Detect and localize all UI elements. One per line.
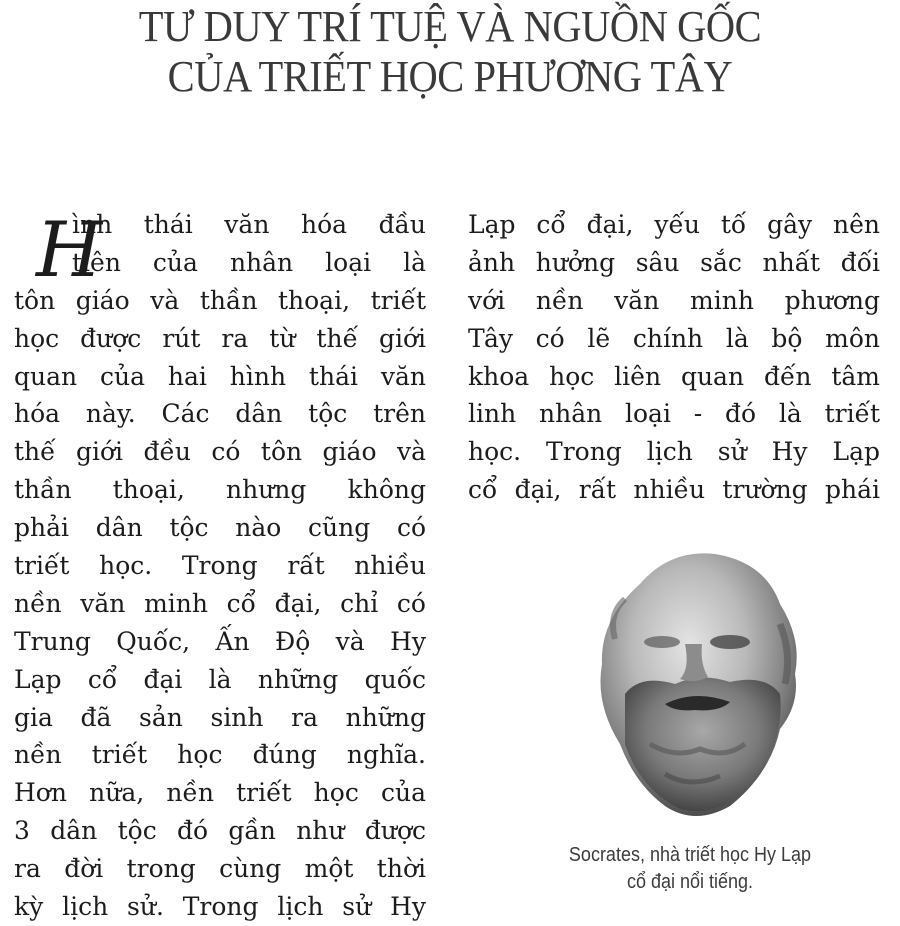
drop-cap: H <box>36 205 103 294</box>
paragraph-line: với nền văn minh phương <box>468 285 880 315</box>
paragraph-line: học được rút ra từ thế giới <box>14 323 426 353</box>
bust-illustration <box>580 544 820 824</box>
paragraph-line: phải dân tộc nào cũng có <box>14 513 426 543</box>
paragraph-line: Tây có lẽ chính là bộ môn <box>468 323 880 353</box>
paragraph-line: tôn giáo và thần thoại, triết <box>14 285 426 315</box>
socrates-bust-image <box>580 544 820 824</box>
paragraph-line: ình thái văn hóa đầu <box>72 210 426 239</box>
paragraph-line: cổ đại, rất nhiều trường phái <box>468 475 880 505</box>
paragraph-line: khoa học liên quan đến tâm <box>468 361 880 391</box>
paragraph-line: tiên của nhân loại là <box>72 247 426 277</box>
paragraph-line: Hơn nữa, nền triết học của <box>14 778 426 808</box>
paragraph-line: nền văn minh cổ đại, chỉ có <box>14 588 426 618</box>
paragraph-line: linh nhân loại - đó là triết <box>468 399 880 429</box>
caption-line-2: cổ đại nổi tiếng. <box>626 871 754 893</box>
paragraph-line: triết học. Trong rất nhiều <box>14 551 426 581</box>
paragraph-line: ra đời trong cùng một thời <box>14 854 426 884</box>
paragraph-line: thần thoại, nhưng không <box>14 475 426 505</box>
paragraph-line: nền triết học đúng nghĩa. <box>14 740 426 770</box>
article-right-column <box>468 206 880 509</box>
title-line-1: TƯ DUY TRÍ TUỆ VÀ NGUỒN GỐC <box>138 2 762 51</box>
page-title <box>36 2 864 102</box>
paragraph-line: Trung Quốc, Ấn Độ và Hy <box>14 626 426 656</box>
paragraph-line: ảnh hưởng sâu sắc nhất đối <box>468 247 880 277</box>
paragraph-line: kỳ lịch sử. Trong lịch sử Hy <box>14 892 426 922</box>
paragraph-line: Lạp cổ đại là những quốc <box>14 664 426 694</box>
paragraph-line: gia đã sản sinh ra những <box>14 702 426 732</box>
paragraph-line: quan của hai hình thái văn <box>14 361 426 391</box>
paragraph-line: Lạp cổ đại, yếu tố gây nên <box>468 210 880 239</box>
figure-caption <box>501 842 879 896</box>
article-left-column <box>14 206 426 926</box>
paragraph-line: 3 dân tộc đó gần như được <box>14 816 426 846</box>
paragraph-line: hóa này. Các dân tộc trên <box>14 399 426 429</box>
caption-line-1: Socrates, nhà triết học Hy Lạp <box>568 844 812 866</box>
paragraph-line: học. Trong lịch sử Hy Lạp <box>468 437 880 467</box>
paragraph-line: thế giới đều có tôn giáo và <box>14 437 426 467</box>
title-line-2: CỦA TRIẾT HỌC PHƯƠNG TÂY <box>167 52 733 101</box>
